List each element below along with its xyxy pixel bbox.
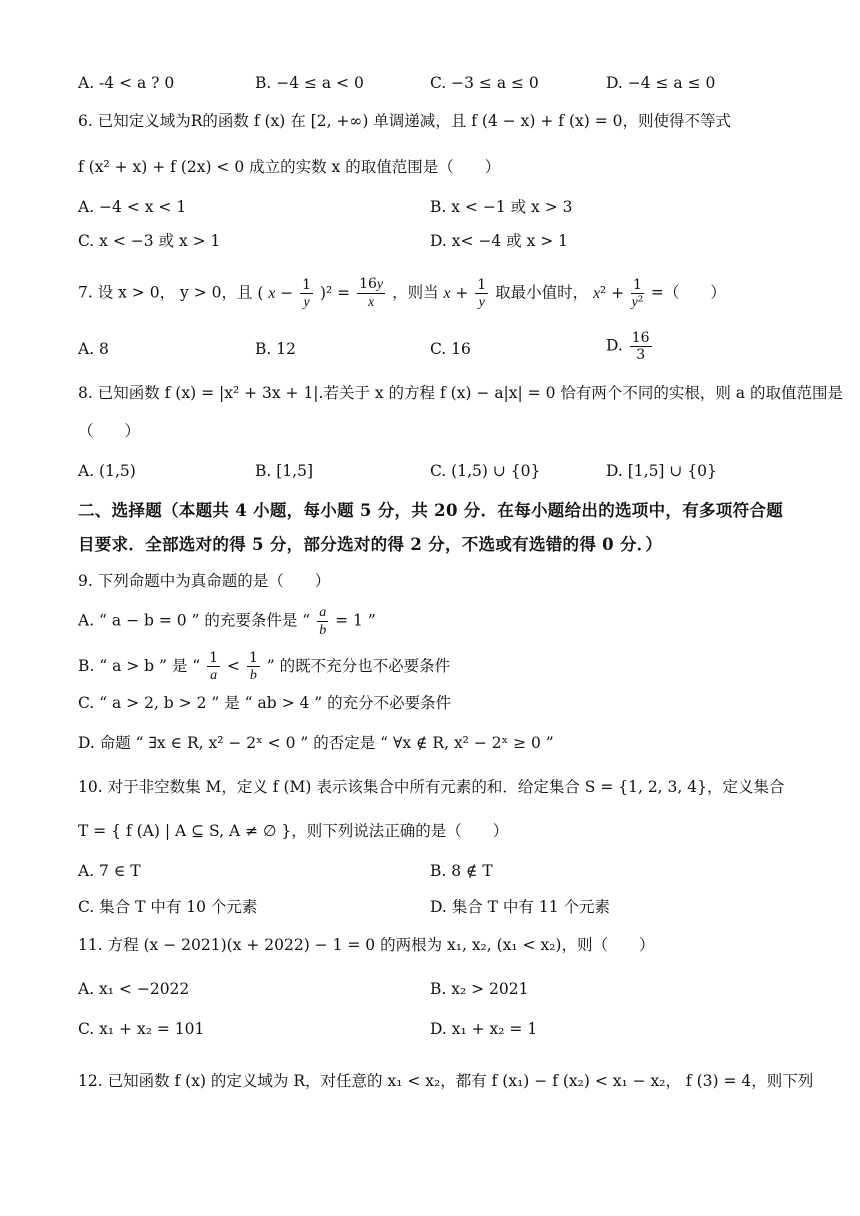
q10-option-d: D. 集合 T 中有 11 个元素 [430, 898, 610, 916]
q11-option-c: C. x₁ + x₂ = 101 [78, 1020, 205, 1038]
q7-option-a: A. 8 [78, 340, 109, 358]
q5-option-a: A. -4 < a ? 0 [78, 74, 175, 92]
q5-option-b: B. −4 ≤ a < 0 [255, 74, 364, 92]
section2-heading-line1: 二、选择题（本题共 4 小题，每小题 5 分，共 20 分．在每小题给出的选项中，有多项符合题 [78, 501, 783, 520]
q9-b-inequality: $\frac{1}{a}$ < $\frac{1}{b}$ [209, 650, 258, 683]
q7-option-d-label: D. [606, 336, 623, 355]
q8-option-b: B. [1,5] [255, 462, 313, 480]
q7-prefix: 7. 设 x > 0， y > 0，且 [78, 283, 253, 302]
q7-option-d-fraction [630, 330, 652, 363]
q10-stem-line2: T = { f (A) | A ⊆ S, A ≠ ∅ }，则下列说法正确的是（ ） [78, 822, 509, 840]
q10-option-c: C. 集合 T 中有 10 个元素 [78, 898, 258, 916]
q6-option-d: D. x< −4 或 x > 1 [430, 232, 569, 250]
q5-option-c: C. −3 ≤ a ≤ 0 [430, 74, 539, 92]
q7-end: =（ ） [650, 283, 726, 302]
q7-equation: ( x − $\frac{1}{y}$ )² = $\frac{16y}{x}$ [257, 276, 384, 310]
q5-option-d: D. −4 ≤ a ≤ 0 [606, 74, 716, 92]
q6-stem-line2: f (x² + x) + f (2x) < 0 成立的实数 x 的取值范围是（ ） [78, 158, 501, 176]
q8-option-a: A. (1,5) [78, 462, 136, 480]
q9-option-b [78, 650, 450, 684]
q9-option-a-pre: A. “ a − b = 0 ” 的充要条件是 “ [78, 611, 311, 630]
q9-option-b-pre: B. “ a > b ” 是 “ [78, 657, 201, 675]
q8-option-c: C. (1,5) ∪ {0} [430, 462, 541, 480]
q9-option-d: D. 命题 “ ∃x ∈ R, x² − 2ˣ < 0 ” 的否定是 “ ∀x ∉ R, x² − 2ˣ ≥ 0 ” [78, 734, 554, 752]
q10-option-b: B. 8 ∉ T [430, 862, 493, 880]
q7-d-den: 3 [636, 347, 646, 363]
q8-option-d: D. [1,5] ∪ {0} [606, 462, 717, 480]
q6-option-c: C. x < −3 或 x > 1 [78, 232, 221, 250]
q11-option-d: D. x₁ + x₂ = 1 [430, 1020, 538, 1038]
q7-option-b: B. 12 [255, 340, 296, 358]
q9-option-c: C. “ a > 2, b > 2 ” 是 “ ab > 4 ” 的充分不必要条件 [78, 694, 452, 712]
section2-heading-line2: 目要求．全部选对的得 5 分，部分选对的得 2 分，不选或有选错的得 0 分．） [78, 535, 663, 554]
q6-stem-line1: 6. 已知定义域为R的函数 f (x) 在 [2, +∞) 单调递减，且 f (4 − x) + f (x) = 0，则使得不等式 [78, 112, 731, 130]
q10-option-a: A. 7 ∈ T [78, 862, 141, 880]
q7-stem [78, 276, 726, 311]
q8-stem-line1: 8. 已知函数 f (x) = |x² + 3x + 1|.若关于 x 的方程 f (x) − a|x| = 0 恰有两个不同的实根，则 a 的取值范围是 [78, 384, 843, 402]
q10-stem-line1: 10. 对于非空数集 M，定义 f (M) 表示该集合中所有元素的和．给定集合 S = {1, 2, 3, 4}，定义集合 [78, 778, 785, 796]
q11-stem: 11. 方程 (x − 2021)(x + 2022) − 1 = 0 的两根为 x₁, x₂, (x₁ < x₂)，则（ ） [78, 936, 655, 954]
q12-stem-line1: 12. 已知函数 f (x) 的定义域为 R，对任意的 x₁ < x₂，都有 f (x₁) − f (x₂) < x₁ − x₂， f (3) = 4，则下列 [78, 1072, 814, 1090]
q9-stem: 9. 下列命题中为真命题的是（ ） [78, 572, 331, 590]
q7-expr: x + $\frac{1}{y}$ [443, 276, 487, 310]
q9-option-b-post: ” 的既不充分也不必要条件 [266, 657, 451, 675]
q9-a-fraction: $\frac{a}{b}$ [319, 605, 327, 638]
q11-option-a: A. x₁ < −2022 [78, 980, 190, 998]
q7-target: x² + $\frac{1}{\text{y²}}$ [593, 276, 644, 310]
q7-d-num: 16 [631, 330, 650, 346]
q9-option-a-post: = 1 ” [335, 611, 376, 630]
q6-option-a: A. −4 < x < 1 [78, 198, 187, 216]
q7-option-d [606, 330, 654, 363]
q7-mid: ，则当 [392, 283, 439, 302]
q9-option-a [78, 604, 376, 639]
q7-option-c: C. 16 [430, 340, 471, 358]
q8-stem-line2: （ ） [78, 422, 141, 440]
q6-option-b: B. x < −1 或 x > 3 [430, 198, 573, 216]
q7-suffix: 取最小值时， [495, 283, 589, 302]
q11-option-b: B. x₂ > 2021 [430, 980, 529, 998]
